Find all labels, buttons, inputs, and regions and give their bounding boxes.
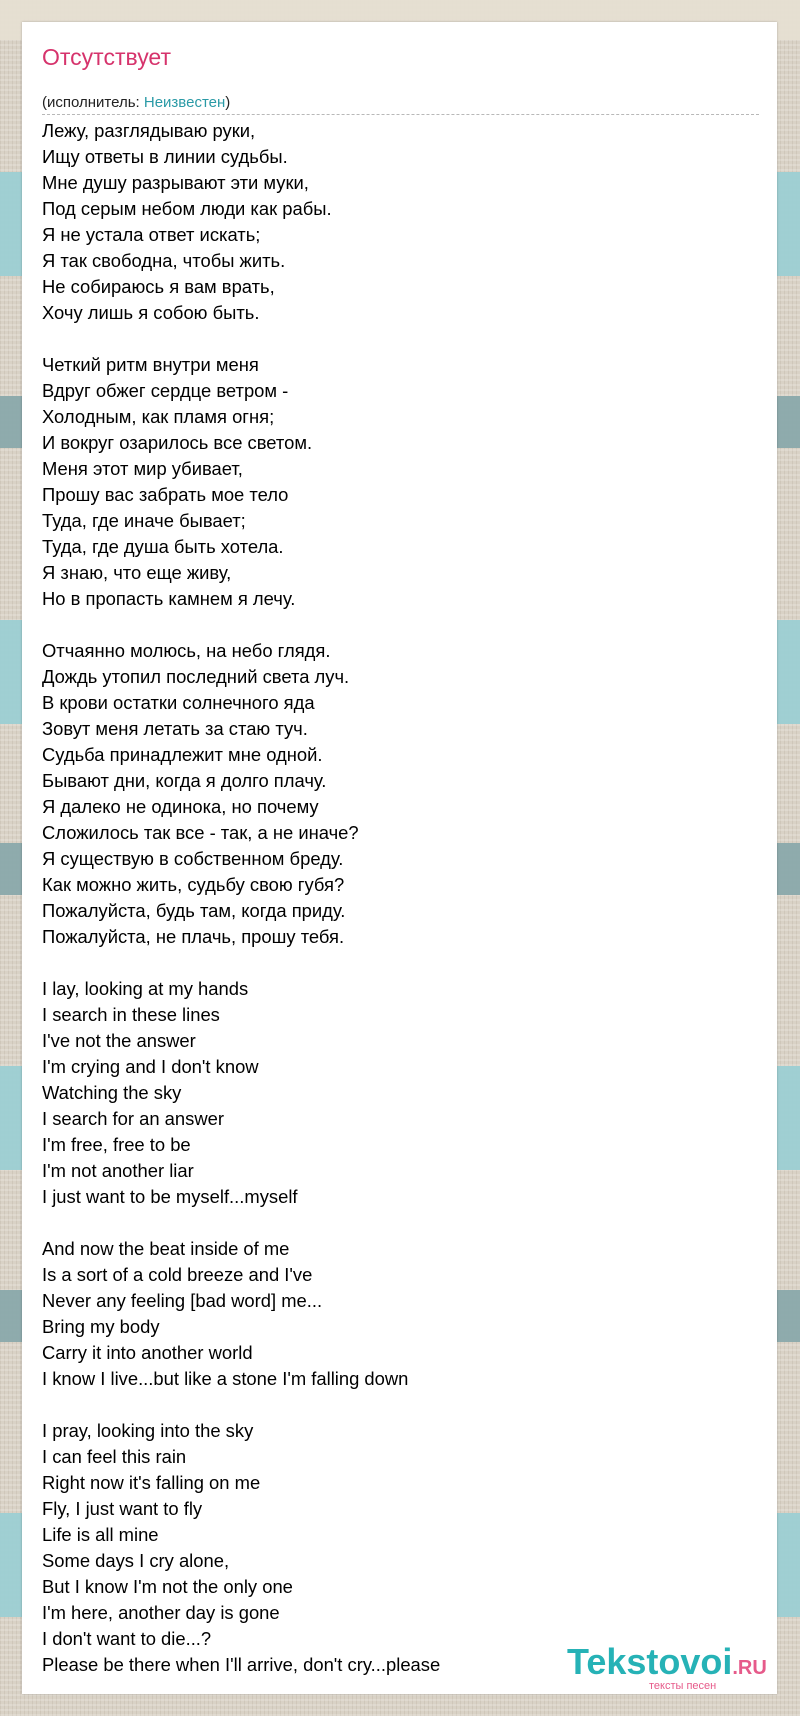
- lyrics-line: Четкий ритм внутри меня: [42, 354, 259, 375]
- lyrics-line: Carry it into another world: [42, 1342, 253, 1363]
- lyrics-line: Зовут меня летать за стаю туч.: [42, 718, 308, 739]
- lyrics-line: Never any feeling [bad word] me...: [42, 1290, 323, 1311]
- lyrics-line: I just want to be myself...myself: [42, 1186, 298, 1207]
- lyrics-line: Дождь утопил последний света луч.: [42, 666, 350, 687]
- site-logo[interactable]: [567, 1642, 767, 1698]
- lyrics-line: I'm not another liar: [42, 1160, 194, 1181]
- lyrics-line: Fly, I just want to fly: [42, 1498, 203, 1519]
- lyrics-line: Под серым небом люди как рабы.: [42, 198, 332, 219]
- lyrics-line: Is a sort of a cold breeze and I've: [42, 1264, 313, 1285]
- lyrics-line: I don't want to die...?: [42, 1628, 212, 1649]
- lyrics-line: Судьба принадлежит мне одной.: [42, 744, 323, 765]
- lyrics-line: Я знаю, что еще живу,: [42, 562, 232, 583]
- lyrics-line: Life is all mine: [42, 1524, 159, 1545]
- lyrics-line: Я не устала ответ искать;: [42, 224, 261, 245]
- lyrics-line: Right now it's falling on me: [42, 1472, 261, 1493]
- lyrics-line: I pray, looking into the sky: [42, 1420, 254, 1441]
- artist-line: [42, 94, 230, 112]
- lyrics-line: Но в пропасть камнем я лечу.: [42, 588, 296, 609]
- lyrics-line: Лежу, разглядываю руки,: [42, 120, 256, 141]
- lyrics-line: Bring my body: [42, 1316, 160, 1337]
- lyrics-line: I've not the answer: [42, 1030, 196, 1051]
- lyrics-line: Я существую в собственном бреду.: [42, 848, 344, 869]
- lyrics-line: Watching the sky: [42, 1082, 182, 1103]
- lyrics-line: I know I live...but like a stone I'm falling down: [42, 1368, 409, 1389]
- lyrics-line: I search for an answer: [42, 1108, 224, 1129]
- lyrics-line: Туда, где душа быть хотела.: [42, 536, 284, 557]
- artist-suffix: ): [225, 94, 231, 111]
- lyrics-stanza: [42, 1236, 757, 1392]
- lyrics-line: Бывают дни, когда я долго плачу.: [42, 770, 327, 791]
- lyrics-line: Пожалуйста, не плачь, прошу тебя.: [42, 926, 345, 947]
- lyrics-line: В крови остатки солнечного яда: [42, 692, 315, 713]
- lyrics-line: Please be there when I'll arrive, don't cry...please: [42, 1654, 441, 1675]
- lyrics-stanza: [42, 352, 757, 612]
- lyrics-line: Some days I cry alone,: [42, 1550, 230, 1571]
- lyrics-line: Вдруг обжег сердце ветром -: [42, 380, 289, 401]
- lyrics-stanza: [42, 638, 757, 950]
- lyrics-line: But I know I'm not the only one: [42, 1576, 293, 1597]
- lyrics-line: Туда, где иначе бывает;: [42, 510, 246, 531]
- lyrics-line: Сложилось так все - так, а не иначе?: [42, 822, 359, 843]
- song-title: Отсутствует: [42, 44, 171, 70]
- lyrics-text: [42, 118, 757, 1704]
- lyrics-line: Пожалуйста, будь там, когда приду.: [42, 900, 346, 921]
- lyrics-line: Прошу вас забрать мое тело: [42, 484, 289, 505]
- lyrics-line: And now the beat inside of me: [42, 1238, 290, 1259]
- logo-domain: .RU: [732, 1657, 767, 1679]
- logo-tagline: тексты песен: [649, 1680, 717, 1692]
- lyrics-line: I'm crying and I don't know: [42, 1056, 259, 1077]
- lyrics-line: Я далеко не одинока, но почему: [42, 796, 319, 817]
- lyrics-line: I'm free, free to be: [42, 1134, 191, 1155]
- artist-prefix: (исполнитель:: [42, 94, 144, 111]
- lyrics-line: Не собираюсь я вам врать,: [42, 276, 275, 297]
- artist-link[interactable]: Неизвестен: [143, 94, 226, 111]
- lyrics-line: I lay, looking at my hands: [42, 978, 249, 999]
- lyrics-stanza: [42, 976, 757, 1210]
- lyrics-line: Меня этот мир убивает,: [42, 458, 243, 479]
- lyrics-line: I'm here, another day is gone: [42, 1602, 280, 1623]
- lyrics-line: Мне душу разрывают эти муки,: [42, 172, 309, 193]
- lyrics-stanza: [42, 118, 757, 326]
- lyrics-line: I search in these lines: [42, 1004, 220, 1025]
- lyrics-line: Холодным, как пламя огня;: [42, 406, 275, 427]
- lyrics-card: [22, 22, 777, 1694]
- song-header: [42, 42, 759, 115]
- lyrics-line: Как можно жить, судьбу свою губя?: [42, 874, 345, 895]
- logo-name: Tekstovoi: [567, 1641, 733, 1682]
- lyrics-stanza: [42, 1418, 757, 1678]
- lyrics-line: Отчаянно молюсь, на небо глядя.: [42, 640, 331, 661]
- lyrics-line: И вокруг озарилось все светом.: [42, 432, 313, 453]
- lyrics-line: Хочу лишь я собою быть.: [42, 302, 260, 323]
- lyrics-line: I can feel this rain: [42, 1446, 187, 1467]
- lyrics-line: Я так свободна, чтобы жить.: [42, 250, 286, 271]
- lyrics-line: Ищу ответы в линии судьбы.: [42, 146, 288, 167]
